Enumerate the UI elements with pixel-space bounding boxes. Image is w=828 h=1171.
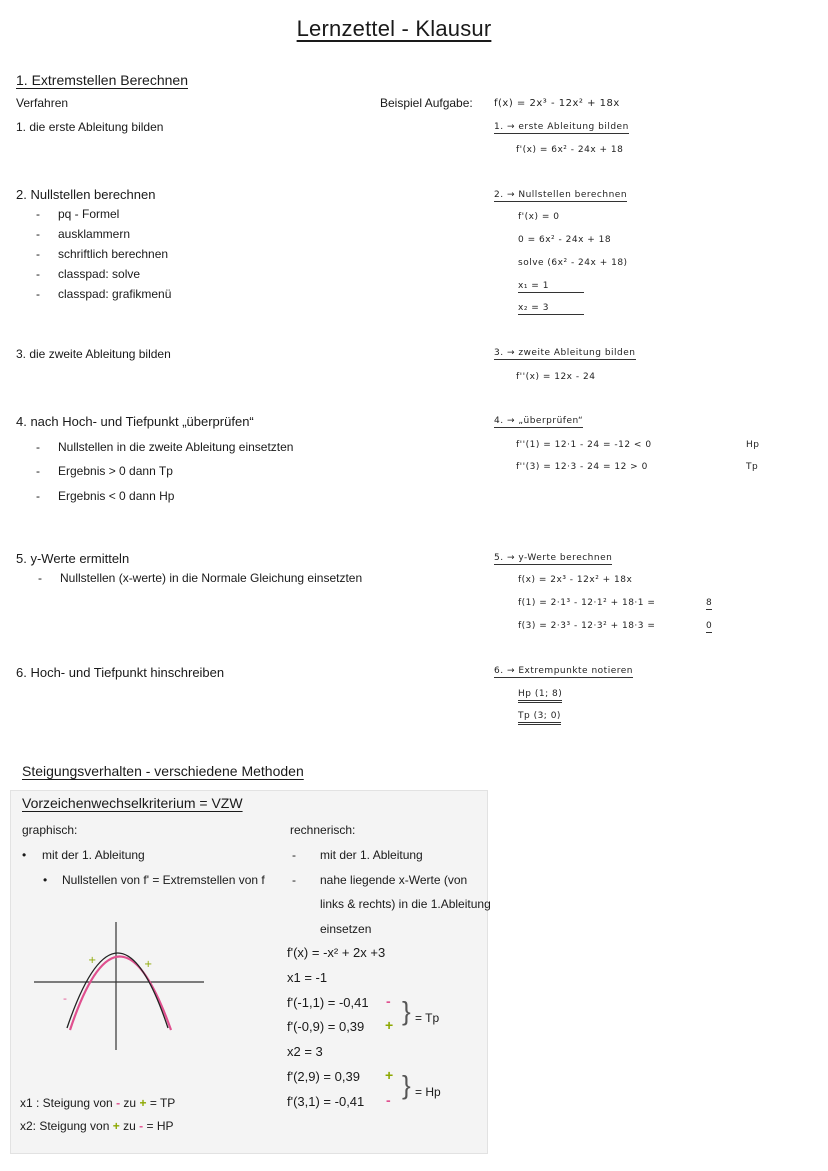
example-step1-line: f'(x) = 6x² - 24x + 18 (516, 145, 624, 155)
fprime-formula: f'(x) = -x² + 2x +3 (287, 945, 386, 960)
minus-sign: - (386, 1092, 391, 1108)
brace-icon: } (402, 996, 411, 1026)
calc-value: f'(-1,1) = -0,41 (287, 995, 369, 1010)
example-step5-line: f(1) = 2·1³ - 12·1² + 18·1 = (518, 598, 656, 608)
calc-item-2-line: einsetzen (320, 922, 372, 936)
step-5-sub: - Nullstellen (x-werte) in die Normale Gleichung einsetzten (60, 571, 362, 585)
step-2-sub: - schriftlich berechnen (58, 247, 168, 261)
example-step5-line: f(3) = 2·3³ - 12·3² + 18·3 = (518, 621, 656, 631)
section1-heading: 1. Extremstellen Berechnen (16, 72, 188, 88)
section2-heading: Steigungsverhalten - verschiedene Methoden (22, 763, 304, 779)
example-step4-result: Tp (746, 462, 759, 472)
graph-bullet-1: mit der 1. Ableitung (42, 848, 145, 862)
step-2-sub: - ausklammern (58, 227, 130, 241)
step-4: 4. nach Hoch- und Tiefpunkt „überprüfen“ (16, 414, 254, 429)
step-3: 3. die zweite Ableitung bilden (16, 347, 171, 361)
calc-value: f'(-0,9) = 0,39 (287, 1019, 365, 1034)
parabola-graph (30, 918, 210, 1054)
note-x2 (20, 1119, 174, 1133)
step-4-sub: - Ergebnis > 0 dann Tp (58, 464, 173, 478)
x2-value: x2 = 3 (287, 1044, 323, 1059)
minus-sign: - (386, 993, 391, 1009)
example-tp: Tp (3; 0) (518, 711, 561, 725)
note-text: x2: Steigung von (20, 1119, 110, 1133)
graph-bullet-2: Nullstellen von f' = Extremstellen von f (62, 873, 265, 887)
graph-curve (67, 953, 168, 1028)
graph-bullet-icon: • (43, 873, 48, 887)
calc-item-2-line: links & rechts) in die 1.Ableitung (320, 897, 491, 911)
note-x1 (20, 1096, 175, 1110)
step-6: 6. Hoch- und Tiefpunkt hinschreiben (16, 665, 225, 680)
step-4-sub: - Ergebnis < 0 dann Hp (58, 489, 174, 503)
example-step3-line: f''(x) = 12x - 24 (516, 372, 596, 382)
plus-sign: + (385, 1017, 394, 1033)
graph-plus-mark: + (144, 959, 153, 970)
graph-plus-mark: + (88, 955, 97, 966)
example-step4-line: f''(3) = 12·3 - 24 = 12 > 0 (516, 462, 648, 472)
vzw-title: Vorzeichenwechselkriterium = VZW (22, 795, 243, 811)
calc-value: f'(3,1) = -0,41 (287, 1094, 365, 1109)
example-step5-line: f(x) = 2x³ - 12x² + 18x (518, 575, 633, 585)
plus-sign: + (112, 1119, 120, 1133)
calc-item-1: mit der 1. Ableitung (320, 848, 423, 862)
example-step3-heading: 3. → zweite Ableitung bilden (494, 348, 636, 358)
example-step6-heading: 6. → Extrempunkte notieren (494, 666, 633, 676)
beispiel-label: Beispiel Aufgabe: (380, 96, 473, 110)
minus-sign: - (139, 1119, 144, 1133)
example-step2-line: f'(x) = 0 (518, 212, 560, 222)
step-2-sub: - pq - Formel (58, 207, 119, 221)
note-text: zu (123, 1096, 137, 1110)
example-step4-line: f''(1) = 12·1 - 24 = -12 < 0 (516, 440, 652, 450)
result-hp: = Hp (415, 1085, 441, 1099)
step-5: 5. y-Werte ermitteln (16, 551, 130, 566)
example-x2: x₂ = 3 (518, 303, 584, 315)
example-step5-heading: 5. → y-Werte berechnen (494, 553, 613, 563)
note-text: = HP (146, 1119, 174, 1133)
plus-sign: + (385, 1067, 394, 1083)
example-fx: f(x) = 2x³ - 12x² + 18x (494, 98, 620, 109)
step-2: 2. Nullstellen berechnen (16, 187, 156, 202)
example-step5-result: 8 (706, 598, 713, 608)
calc-label: rechnerisch: (290, 823, 356, 837)
note-text: = TP (149, 1096, 176, 1110)
step-4-sub: - Nullstellen in die zweite Ableitung einsetzten (58, 440, 293, 454)
plus-sign: + (139, 1096, 147, 1110)
graph-label: graphisch: (22, 823, 78, 837)
note-text: zu (123, 1119, 136, 1133)
example-step5-result: 0 (706, 621, 713, 631)
graph-bullet-icon: • (22, 848, 27, 862)
x1-value: x1 = -1 (287, 970, 328, 985)
step-2-sub: - classpad: solve (58, 267, 140, 281)
graph-minus-mark: - (63, 992, 67, 1005)
minus-sign: - (116, 1096, 121, 1110)
example-step2-heading: 2. → Nullstellen berechnen (494, 190, 628, 200)
calc-dash-icon: - (292, 848, 296, 862)
example-x1: x₁ = 1 (518, 281, 584, 293)
example-step2-line: 0 = 6x² - 24x + 18 (518, 235, 612, 245)
calc-item-2-line: nahe liegende x-Werte (von (320, 873, 468, 887)
page-title: Lernzettel - Klausur (296, 16, 492, 41)
example-step4-heading: 4. → „überprüfen“ (494, 416, 584, 426)
note-text: x1 : Steigung von (20, 1096, 113, 1110)
brace-icon: } (402, 1070, 411, 1100)
example-step4-result: Hp (746, 440, 760, 450)
example-step2-line: solve (6x² - 24x + 18) (518, 258, 628, 268)
step-1: 1. die erste Ableitung bilden (16, 120, 164, 134)
calc-dash-icon: - (292, 873, 296, 887)
step-2-sub: - classpad: grafikmenü (58, 287, 171, 301)
example-step1-heading: 1. → erste Ableitung bilden (494, 122, 629, 132)
calc-value: f'(2,9) = 0,39 (287, 1069, 360, 1084)
graph-curve-pink (70, 957, 171, 1031)
verfahren-label: Verfahren (16, 96, 69, 110)
example-hp: Hp (1; 8) (518, 689, 562, 703)
result-tp: = Tp (415, 1011, 440, 1025)
